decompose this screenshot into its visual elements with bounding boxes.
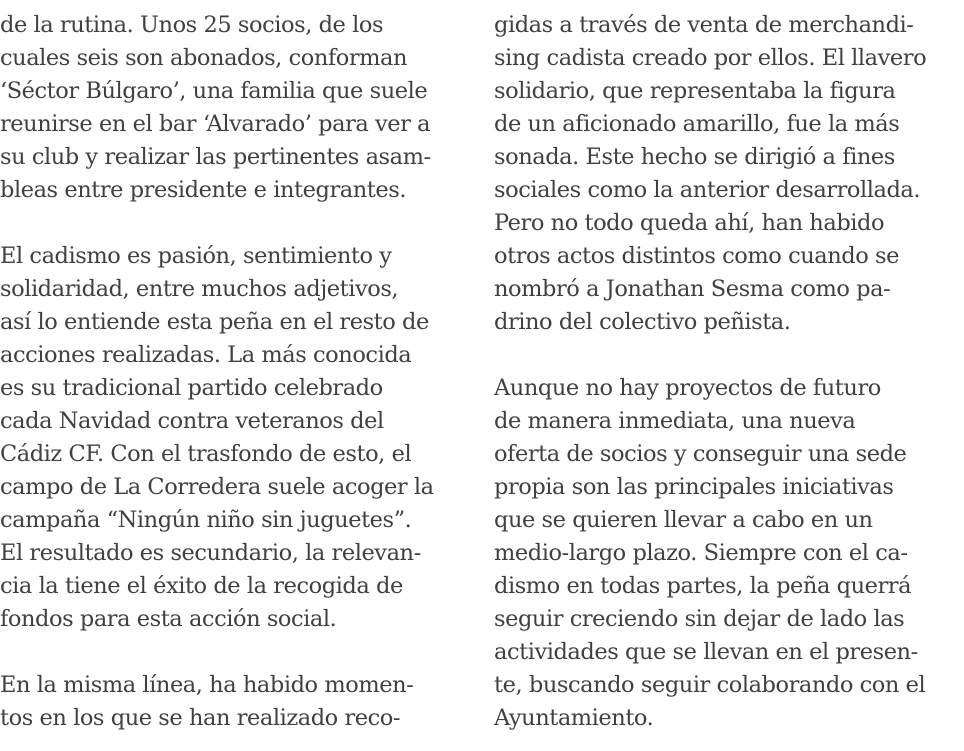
- paragraph-gap: [0, 207, 465, 240]
- text-line: gidas a través de venta de merchandi-: [494, 12, 914, 38]
- text-line: te, buscando seguir colaborando con el: [494, 672, 926, 698]
- text-line: sing cadista creado por ellos. El llavero: [494, 45, 927, 71]
- paragraph-left-2: [0, 240, 465, 636]
- text-line: ‘Séctor Búlgaro’, una familia que suele: [0, 78, 428, 104]
- text-line: otros actos distintos como cuando se: [494, 243, 899, 269]
- right-column: [494, 9, 959, 735]
- paragraph-left-3: [0, 669, 465, 735]
- text-line: Cádiz CF. Con el trasfondo de esto, el: [0, 441, 412, 467]
- text-line: cuales seis son abonados, conforman: [0, 45, 408, 71]
- paragraph-right-1: [494, 9, 959, 339]
- text-line: que se quieren llevar a cabo en un: [494, 507, 873, 533]
- text-line: es su tradicional partido celebrado: [0, 375, 383, 401]
- text-line: seguir creciendo sin dejar de lado las: [494, 606, 905, 632]
- text-line: acciones realizadas. La más conocida: [0, 342, 412, 368]
- text-line: sonada. Este hecho se dirigió a fines: [494, 144, 895, 170]
- text-line: sociales como la anterior desarrollada.: [494, 177, 921, 203]
- paragraph-gap: [494, 339, 959, 372]
- text-line: bleas entre presidente e integrantes.: [0, 177, 407, 203]
- text-line: El resultado es secundario, la relevan-: [0, 540, 421, 566]
- text-line: medio-largo plazo. Siempre con el ca-: [494, 540, 908, 566]
- text-line: cia la tiene el éxito de la recogida de: [0, 573, 403, 599]
- text-line: propia son las principales iniciativas: [494, 474, 894, 500]
- text-line: cada Navidad contra veteranos del: [0, 408, 384, 434]
- paragraph-right-2: [494, 372, 959, 735]
- text-line: oferta de socios y conseguir una sede: [494, 441, 907, 467]
- text-line: actividades que se llevan en el presen-: [494, 639, 918, 665]
- article-page: [0, 9, 964, 751]
- text-line: solidaridad, entre muchos adjetivos,: [0, 276, 399, 302]
- left-column: [0, 9, 465, 735]
- text-line: solidario, que representaba la figura: [494, 78, 896, 104]
- text-line: El cadismo es pasión, sentimiento y: [0, 243, 392, 269]
- text-line: de manera inmediata, una nueva: [494, 408, 856, 434]
- text-line: así lo entiende esta peña en el resto de: [0, 309, 429, 335]
- text-line: fondos para esta acción social.: [0, 606, 337, 632]
- text-line: Ayuntamiento.: [494, 705, 654, 731]
- text-line: En la misma línea, ha habido momen-: [0, 672, 414, 698]
- paragraph-left-1: [0, 9, 465, 207]
- text-line: drino del colectivo peñista.: [494, 309, 791, 335]
- text-line: campaña “Ningún niño sin juguetes”.: [0, 507, 412, 533]
- paragraph-gap: [0, 636, 465, 669]
- text-line: su club y realizar las pertinentes asam-: [0, 144, 431, 170]
- text-line: dismo en todas partes, la peña querrá: [494, 573, 912, 599]
- text-line: reunirse en el bar ‘Alvarado’ para ver a: [0, 111, 431, 137]
- text-line: de la rutina. Unos 25 socios, de los: [0, 12, 384, 38]
- text-line: Pero no todo queda ahí, han habido: [494, 210, 885, 236]
- text-line: Aunque no hay proyectos de futuro: [494, 375, 881, 401]
- text-line: tos en los que se han realizado reco-: [0, 705, 401, 731]
- text-line: nombró a Jonathan Sesma como pa-: [494, 276, 891, 302]
- text-line: campo de La Corredera suele acoger la: [0, 474, 434, 500]
- text-line: de un aficionado amarillo, fue la más: [494, 111, 900, 137]
